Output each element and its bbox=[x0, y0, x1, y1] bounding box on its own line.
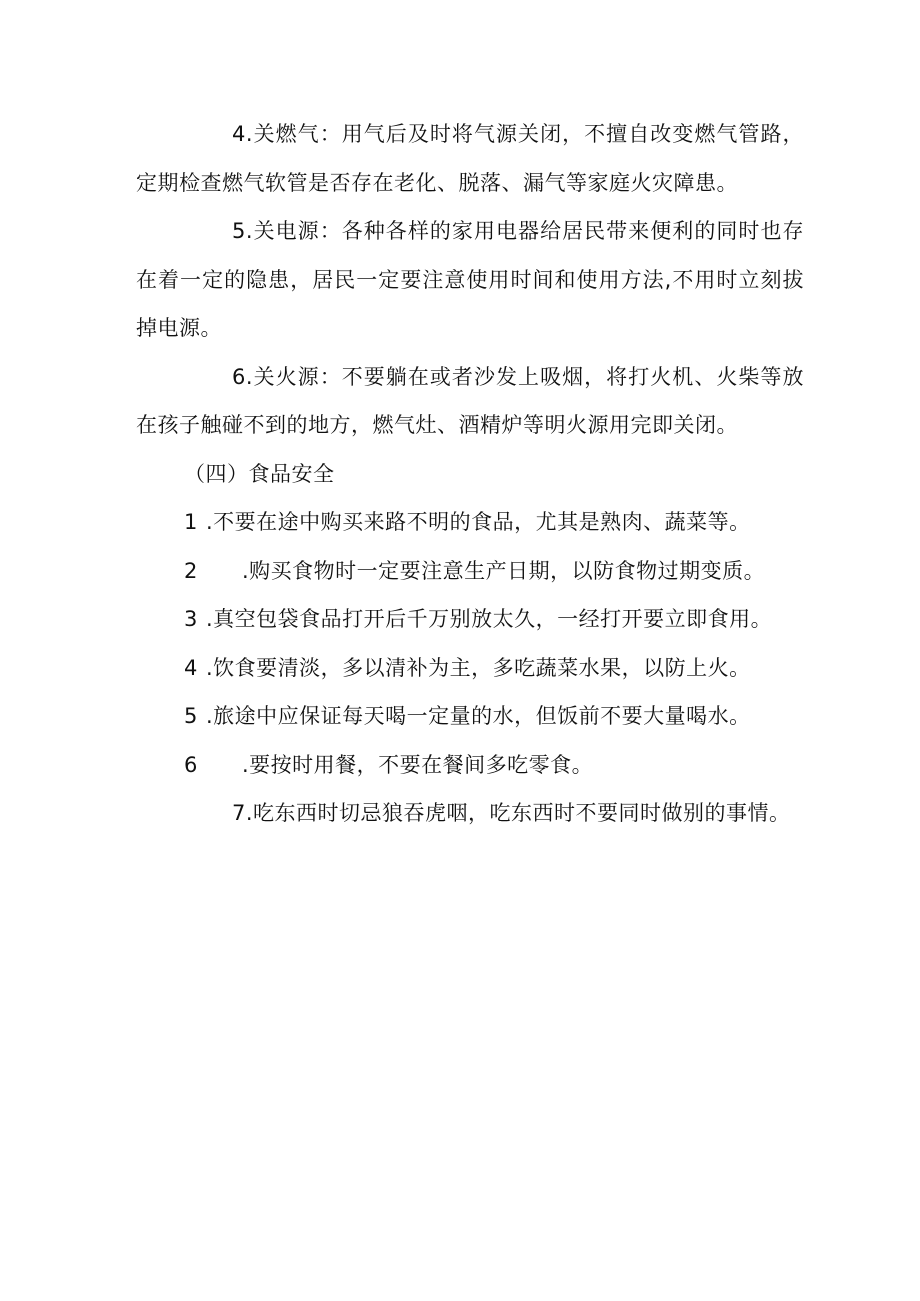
item-number: 4 bbox=[184, 655, 198, 680]
food-item-4 bbox=[136, 644, 804, 693]
item-text: .要按时用餐，不要在餐间多吃零食。 bbox=[242, 752, 594, 777]
food-item-1 bbox=[136, 498, 804, 547]
paragraph-gas bbox=[136, 110, 804, 207]
item-text: .不要在途中购买来路不明的食品，尤其是熟肉、蔬菜等。 bbox=[206, 510, 751, 534]
paragraph-number: 5 bbox=[232, 219, 246, 243]
paragraph-number: 6 bbox=[232, 364, 246, 389]
food-item-2 bbox=[136, 547, 804, 596]
item-text: .购买食物时一定要注意生产日期，以防食物过期变质。 bbox=[242, 558, 766, 583]
item-number: 3 bbox=[184, 607, 198, 631]
paragraph-text: .关火源：不要躺在或者沙发上吸烟，将打火机、火柴等放在孩子触碰不到的地方，燃气灶、酒精炉等明火源用完即关闭。 bbox=[136, 364, 804, 437]
paragraph-power bbox=[136, 207, 804, 353]
section-heading: （四）食品安全 bbox=[184, 461, 335, 486]
item-number: 1 bbox=[184, 510, 198, 534]
paragraph-text: .关燃气：用气后及时将气源关闭，不擅自改变燃气管路，定期检查燃气软管是否存在老化、脱落、漏气等家庭火灾障患。 bbox=[136, 122, 804, 195]
item-text: .真空包袋食品打开后千万别放太久，一经打开要立即食用。 bbox=[206, 607, 773, 631]
food-item-5 bbox=[136, 692, 804, 741]
item-text: .吃东西时切忌狼吞虎咽，吃东西时不要同时做别的事情。 bbox=[245, 801, 791, 825]
paragraph-text: .关电源：各种各样的家用电器给居民带来便利的同时也存在着一定的隐患，居民一定要注意使用时间和使用方法,不用时立刻拔掉电源。 bbox=[136, 219, 804, 340]
paragraph-fire bbox=[136, 353, 804, 450]
item-text: .旅途中应保证每天喝一定量的水，但饭前不要大量喝水。 bbox=[206, 704, 751, 728]
food-item-6 bbox=[136, 741, 804, 790]
food-item-3 bbox=[136, 595, 804, 644]
document-body bbox=[136, 110, 804, 838]
item-text: .饮食要清淡，多以清补为主，多吃蔬菜水果，以防上火。 bbox=[206, 655, 751, 680]
paragraph-number: 4 bbox=[232, 122, 246, 146]
food-item-7 bbox=[136, 789, 804, 838]
item-number: 6 bbox=[184, 752, 198, 777]
item-number: 2 bbox=[184, 558, 198, 583]
item-number: 7 bbox=[232, 801, 246, 825]
item-number: 5 bbox=[184, 704, 198, 728]
